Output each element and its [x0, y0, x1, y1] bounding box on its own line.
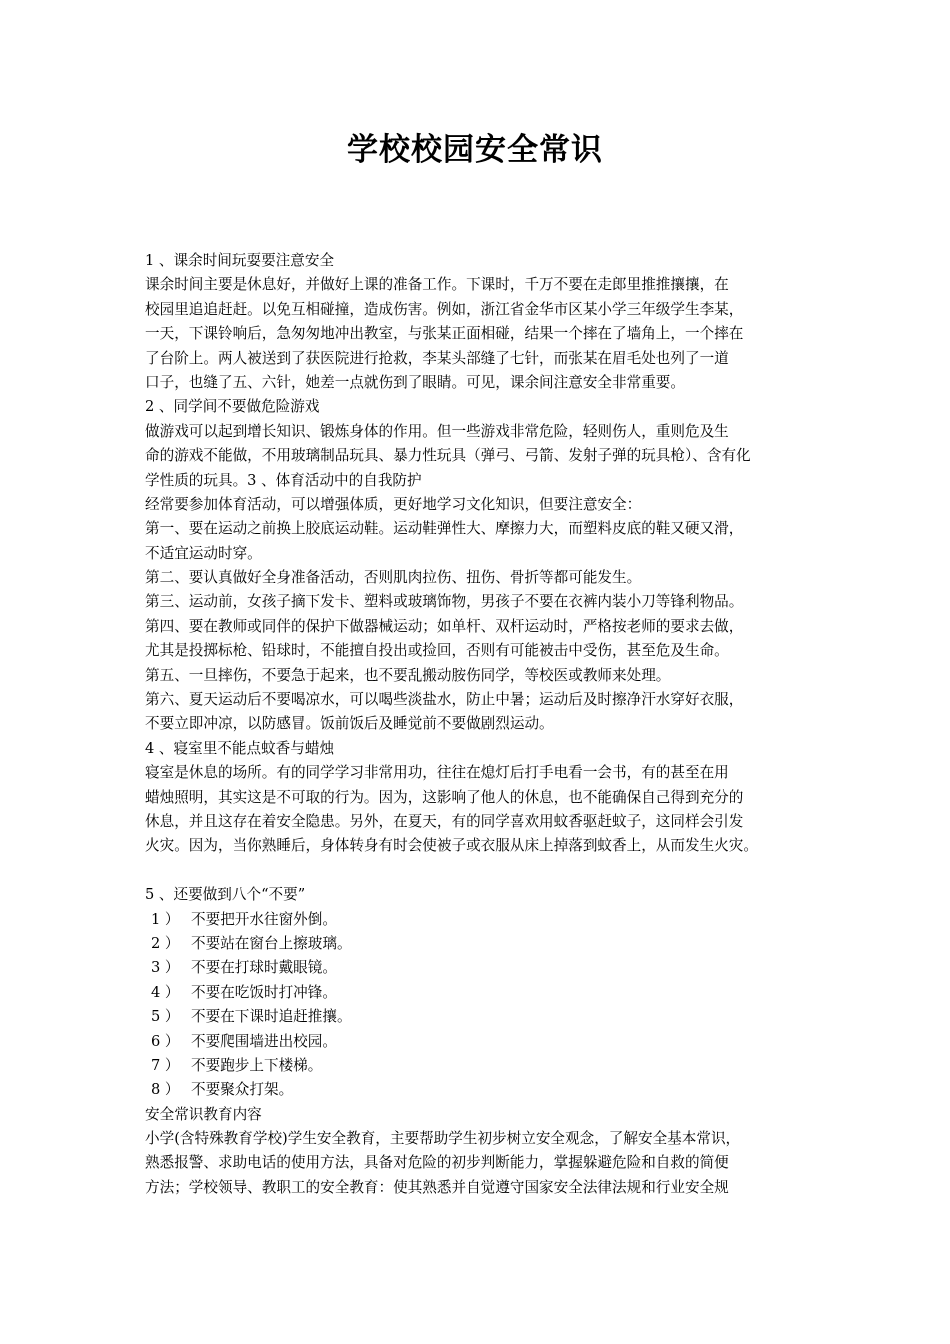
- list-item-text: 不要爬围墙进出校园。: [191, 1032, 337, 1050]
- list-item: [145, 932, 817, 956]
- section-5-heading: 5 、还要做到八个“不要”: [145, 886, 306, 904]
- paragraph-line: 不要立即冲凉，以防感冒。饭前饭后及睡觉前不要做剧烈运动。: [145, 715, 554, 733]
- list-item-text: 不要聚众打架。: [191, 1081, 294, 1099]
- paragraph-line: 一天，下课铃响后，急匆匆地冲出教室，与张某正面相碰，结果一个摔在了墙角上，一个摔在: [145, 325, 744, 343]
- list-item-number: 6 ）: [151, 1032, 180, 1050]
- list-item-number: 7 ）: [151, 1056, 180, 1074]
- list-item-number: 8 ）: [151, 1081, 180, 1099]
- list-item: [145, 1030, 817, 1054]
- list-item-text: 不要在吃饭时打冲锋。: [191, 983, 337, 1001]
- paragraph-line: 做游戏可以起到增长知识、锻炼身体的作用。但一些游戏非常危险，轻则伤人，重则危及生: [145, 422, 729, 440]
- paragraph-line: 第一、要在运动之前换上胶底运动鞋。运动鞋弹性大、摩擦力大，而塑料皮底的鞋又硬又滑，: [145, 520, 744, 538]
- paragraph-line: 蜡烛照明，其实这是不可取的行为。因为，这影响了他人的休息，也不能确保自己得到充分的: [145, 788, 744, 806]
- list-item-text: 不要站在窗台上擦玻璃。: [191, 934, 352, 952]
- list-item-text: 不要把开水往窗外倒。: [191, 910, 337, 928]
- paragraph-line: 小学(含特殊教育学校)学生安全教育，主要帮助学生初步树立安全观念，了解安全基本常识，: [145, 1130, 741, 1148]
- list-item: [145, 1054, 817, 1078]
- paragraph-line: 课余时间主要是休息好，并做好上课的准备工作。下课时，千万不要在走郎里推推攘攘，在: [145, 276, 729, 294]
- list-item: [145, 1005, 817, 1029]
- paragraph-line: 经常要参加体育活动，可以增强体质，更好地学习文化知识，但要注意安全：: [145, 495, 642, 513]
- section-1-heading: 1 、课余时间玩耍要注意安全: [145, 252, 335, 269]
- list-item: [145, 956, 817, 980]
- list-item: [145, 1078, 817, 1102]
- paragraph-line: 第四、要在教师或同伴的保护下做器械运动；如单杆、双杆运动时，严格按老师的要求去做，: [145, 617, 744, 635]
- paragraph-line: 第二、要认真做好全身准备活动，否则肌肉拉伤、扭伤、骨折等都可能发生。: [145, 569, 642, 587]
- paragraph-line: 方法；学校领导、教职工的安全教育：使其熟悉并自觉遵守国家安全法律法规和行业安全规: [145, 1178, 729, 1196]
- paragraph-line: 不适宜运动时穿。: [145, 544, 262, 562]
- list-item-number: 3 ）: [151, 959, 180, 977]
- paragraph-line: 了台阶上。两人被送到了获医院进行抢救，李某头部缝了七针，而张某在眉毛处也列了一道: [145, 349, 729, 367]
- list-item-number: 5 ）: [151, 1008, 180, 1026]
- paragraph-line: 命的游戏不能做，不用玻璃制品玩具、暴力性玩具（弹弓、弓箭、发射子弹的玩具枪）、含有化: [145, 447, 751, 465]
- list-item-text: 不要在下课时追赶推攘。: [191, 1008, 352, 1026]
- paragraph-line: 第五、一旦摔伤，不要急于起来，也不要乱搬动胺伤同学，等校医或教师来处理。: [145, 666, 671, 684]
- paragraph-line: 熟悉报警、求助电话的使用方法，具备对危险的初步判断能力，掌握躲避危险和自救的简便: [145, 1154, 729, 1172]
- closing-heading: 安全常识教育内容: [145, 1105, 262, 1123]
- list-item-number: 2 ）: [151, 934, 180, 952]
- paragraph-line: 第六、夏天运动后不要喝凉水，可以喝些淡盐水，防止中暑；运动后及时擦净汗水穿好衣服，: [145, 691, 744, 709]
- page-title: 学校校园安全常识: [347, 132, 603, 168]
- paragraph-line: 尤其是投掷标枪、铅球时，不能擅自投出或捡回，否则有可能被击中受伤，甚至危及生命。: [145, 642, 729, 660]
- paragraph-line: 寝室是休息的场所。有的同学学习非常用功，往往在熄灯后打手电看一会书，有的甚至在用: [145, 764, 729, 782]
- section-4-heading: 4 、寝室里不能点蚊香与蜡烛: [145, 739, 335, 757]
- list-item: [145, 981, 817, 1005]
- paragraph-line: 口子，也缝了五、六针，她差一点就伤到了眼睛。可见，课余间注意安全非常重要。: [145, 373, 685, 391]
- paragraph-line: 第三、运动前，女孩子摘下发卡、塑料或玻璃饰物，男孩子不要在衣裤内装小刀等锋利物品。: [145, 593, 744, 611]
- blank-line: [145, 859, 817, 883]
- list-item-number: 1 ）: [151, 910, 180, 928]
- list-item: [145, 908, 817, 932]
- paragraph-line: 学性质的玩具。3 、体育活动中的自我防护: [145, 471, 422, 489]
- list-item-text: 不要跑步上下楼梯。: [191, 1056, 323, 1074]
- paragraph-line: 休息，并且这存在着安全隐患。另外，在夏天，有的同学喜欢用蚊香驱赶蚊子，这同样会引发: [145, 812, 744, 830]
- document-body: [145, 249, 817, 1200]
- paragraph-line: 校园里追追赶赶。以免互相碰撞，造成伤害。例如，浙江省金华市区某小学三年级学生李某，: [145, 300, 744, 318]
- list-item-number: 4 ）: [151, 983, 180, 1001]
- paragraph-line: 火灾。因为，当你熟睡后，身体转身有时会使被子或衣服从床上掉落到蚊香上，从而发生火灾。: [145, 837, 758, 855]
- list-item-text: 不要在打球时戴眼镜。: [191, 959, 337, 977]
- section-2-heading: 2 、同学间不要做危险游戏: [145, 398, 320, 416]
